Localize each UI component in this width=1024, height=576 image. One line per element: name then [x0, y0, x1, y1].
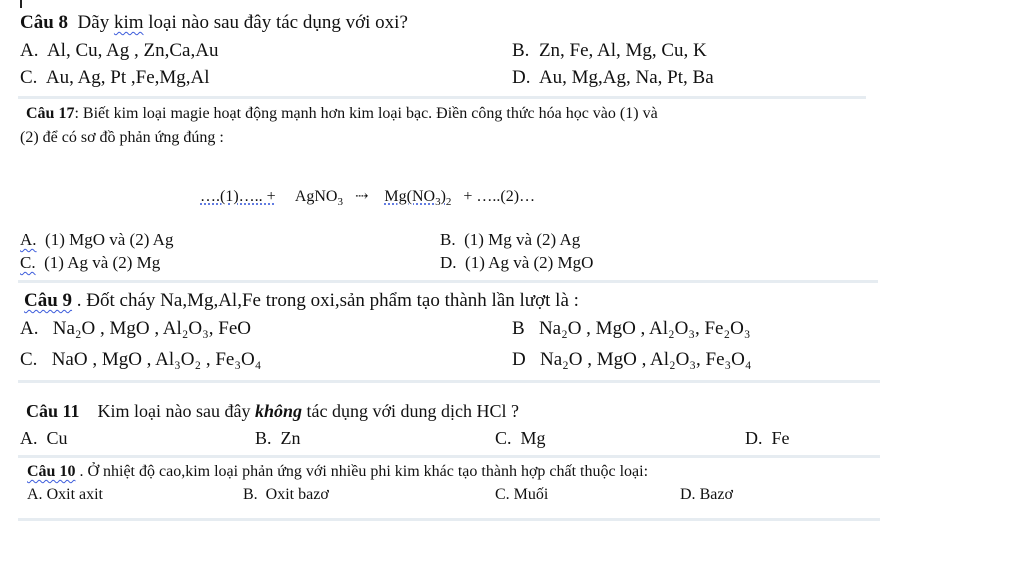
divider: [18, 96, 866, 99]
equation-slot-1: ….(1)….. +: [200, 188, 276, 205]
option-text: Na₂O , MgO , Al₂O₃, Fe₃O₄: [539, 349, 752, 370]
q9-option-a[interactable]: [20, 318, 251, 340]
q11-text-after: tác dụng với dung dịch HCl ?: [302, 401, 520, 421]
option-text: Oxit bazơ: [265, 486, 329, 503]
option-text: Bazơ: [699, 486, 733, 503]
option-letter: B.: [512, 40, 530, 61]
option-letter: D.: [512, 67, 531, 88]
option-letter: C.: [20, 253, 36, 272]
option-text: Zn, Fe, Al, Mg, Cu, K: [538, 40, 707, 61]
q17-option-d[interactable]: [440, 253, 593, 273]
q10-text: . Ở nhiệt độ cao,kim loại phản ứng với nhiều phi kim khác tạo thành hợp chất thuộc loại:: [75, 463, 649, 480]
divider: [18, 518, 880, 521]
q9-option-b[interactable]: [512, 318, 750, 340]
q11-option-b[interactable]: [255, 428, 301, 449]
q17-equation: [200, 186, 535, 208]
q17-option-c[interactable]: [20, 253, 160, 273]
divider: [18, 380, 880, 383]
option-text: Al, Cu, Ag , Zn,Ca,Au: [46, 40, 219, 61]
divider: [18, 455, 880, 458]
option-text: Fe: [771, 428, 790, 448]
q11-option-c[interactable]: [495, 428, 546, 449]
equation-slot-2: + …..(2)…: [463, 188, 536, 205]
q8-option-d[interactable]: [512, 67, 714, 89]
q17-option-b[interactable]: [440, 230, 580, 250]
q17-line2: (2) để có sơ đồ phản ứng đúng :: [20, 129, 224, 146]
option-letter: A.: [20, 40, 39, 61]
q11-option-a[interactable]: [20, 428, 68, 449]
q9-text: . Đốt cháy Na,Mg,Al,Fe trong oxi,sản phẩm tạo thành lần lượt là :: [72, 290, 579, 311]
option-text: Mg: [520, 428, 546, 448]
q8-number: Câu 8: [20, 12, 69, 33]
q9-number: Câu 9: [24, 290, 73, 311]
equation-product: $Mg(NO_3)_2$: [384, 188, 452, 209]
q10-option-a[interactable]: [27, 486, 103, 504]
option-text: Na₂O , MgO , Al₂O₃, FeO: [52, 318, 251, 339]
option-text: (1) MgO và (2) Ag: [45, 230, 174, 249]
option-letter: C.: [20, 349, 38, 370]
arrow-icon: ⇢: [354, 188, 369, 205]
q17-question-line2: [20, 129, 224, 147]
option-text: Au, Mg,Ag, Na, Pt, Ba: [538, 67, 714, 88]
q10-option-d[interactable]: [680, 486, 733, 504]
q9-question: [24, 290, 579, 312]
option-text: Zn: [280, 428, 301, 448]
q11-text-emph: không: [255, 401, 303, 421]
option-text: NaO , MgO , Al₃O₂ , Fe₃O₄: [51, 349, 262, 370]
option-text: (1) Mg và (2) Ag: [464, 230, 581, 249]
option-letter: B.: [255, 428, 272, 448]
option-text: Cu: [46, 428, 68, 448]
option-letter: C.: [495, 428, 512, 448]
q8-text-before: Dãy: [77, 12, 114, 33]
q9-option-c[interactable]: [20, 349, 261, 371]
option-letter: A.: [27, 486, 43, 503]
q17-question-line1: [26, 105, 658, 123]
q10-option-c[interactable]: [495, 486, 548, 504]
q10-option-b[interactable]: [243, 486, 329, 504]
q11-question: [26, 401, 519, 422]
option-letter: D.: [440, 253, 457, 272]
q9-option-d[interactable]: [512, 349, 752, 371]
option-text: Au, Ag, Pt ,Fe,Mg,Al: [45, 67, 210, 88]
q17-number: Câu 17: [26, 105, 75, 122]
page-edge-mark: [20, 0, 22, 8]
q10-question: [27, 463, 648, 481]
option-letter: B.: [440, 230, 456, 249]
option-text: Muối: [513, 486, 549, 503]
q17-line1: : Biết kim loại magie hoạt động mạnh hơn kim loại bạc. Điền công thức hóa học vào (1) và: [74, 105, 658, 122]
option-letter: C.: [20, 67, 38, 88]
q11-text-before: Kim loại nào sau đây: [97, 401, 255, 421]
q8-option-a[interactable]: [20, 40, 218, 62]
option-letter: D.: [680, 486, 696, 503]
option-letter: A.: [20, 428, 38, 448]
option-text: Oxit axit: [46, 486, 103, 503]
q8-text-underlined: kim: [113, 12, 144, 33]
q11-option-d[interactable]: [745, 428, 790, 449]
equation-reagent: AgNO$_3$: [294, 188, 343, 209]
q11-number: Câu 11: [26, 401, 80, 421]
q8-option-c[interactable]: [20, 67, 210, 89]
q8-question: [20, 12, 408, 34]
option-letter: A.: [20, 318, 39, 339]
q10-number: Câu 10: [27, 463, 76, 480]
divider: [18, 280, 878, 283]
option-letter: D.: [745, 428, 763, 448]
option-letter: A.: [20, 230, 37, 249]
option-text: Na₂O , MgO , Al₂O₃, Fe₂O₃: [538, 318, 751, 339]
option-letter: B: [512, 318, 525, 339]
q8-option-b[interactable]: [512, 40, 707, 62]
option-letter: D: [512, 349, 526, 370]
q17-option-a[interactable]: [20, 230, 173, 250]
option-letter: C.: [495, 486, 510, 503]
option-text: (1) Ag và (2) Mg: [44, 253, 161, 272]
q8-text-after: loại nào sau đây tác dụng với oxi?: [143, 12, 408, 33]
option-text: (1) Ag và (2) MgO: [465, 253, 594, 272]
option-letter: B.: [243, 486, 258, 503]
